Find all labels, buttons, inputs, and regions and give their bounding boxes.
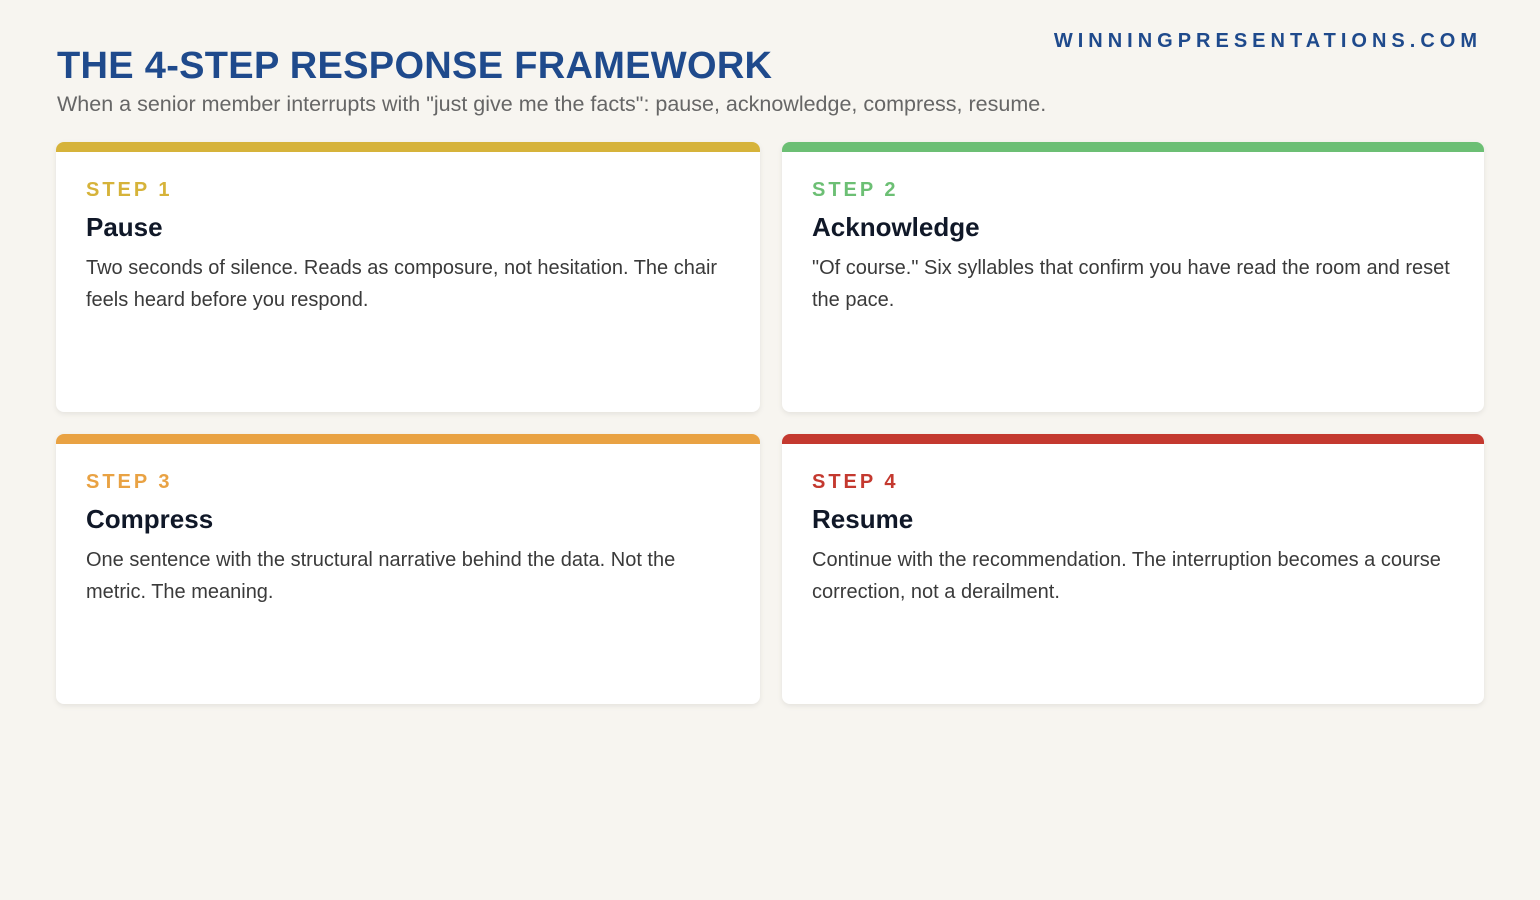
- step-title: Resume: [812, 504, 914, 534]
- step-label: STEP 1: [86, 179, 173, 201]
- step-card-4: [782, 434, 1484, 704]
- step-title: Pause: [86, 212, 163, 242]
- page-title: THE 4-STEP RESPONSE FRAMEWORK: [57, 45, 773, 87]
- step-description: One sentence with the structural narrative behind the data. Not the metric. The meaning.: [86, 549, 676, 603]
- step-label: STEP 4: [812, 471, 899, 493]
- step-card-content: [782, 444, 1484, 608]
- step-card-content: [782, 152, 1484, 316]
- page-subtitle: When a senior member interrupts with "just give me the facts": pause, acknowledge, compress, resume.: [57, 92, 1047, 116]
- step-title: Compress: [86, 504, 214, 534]
- brand-website: WINNINGPRESENTATIONS.COM: [1053, 30, 1482, 52]
- step-card-accent-bar: [782, 434, 1484, 444]
- step-card-content: [56, 152, 760, 316]
- step-card-accent-bar: [56, 434, 760, 444]
- step-description: Continue with the recommendation. The interruption becomes a course correction, not a derailment.: [812, 549, 1441, 603]
- step-card-accent-bar: [56, 142, 760, 152]
- step-description: Two seconds of silence. Reads as composure, not hesitation. The chair feels heard before you respond.: [86, 257, 718, 311]
- step-card-content: [56, 444, 760, 608]
- step-label: STEP 3: [86, 471, 173, 493]
- step-title: Acknowledge: [812, 212, 980, 242]
- step-card-2: [782, 142, 1484, 412]
- step-card-3: [56, 434, 760, 704]
- step-description: "Of course." Six syllables that confirm you have read the room and reset the pace.: [812, 257, 1450, 311]
- step-card-1: [56, 142, 760, 412]
- header: [57, 44, 1487, 118]
- steps-grid: [56, 142, 1484, 704]
- step-card-accent-bar: [782, 142, 1484, 152]
- step-label: STEP 2: [812, 179, 899, 201]
